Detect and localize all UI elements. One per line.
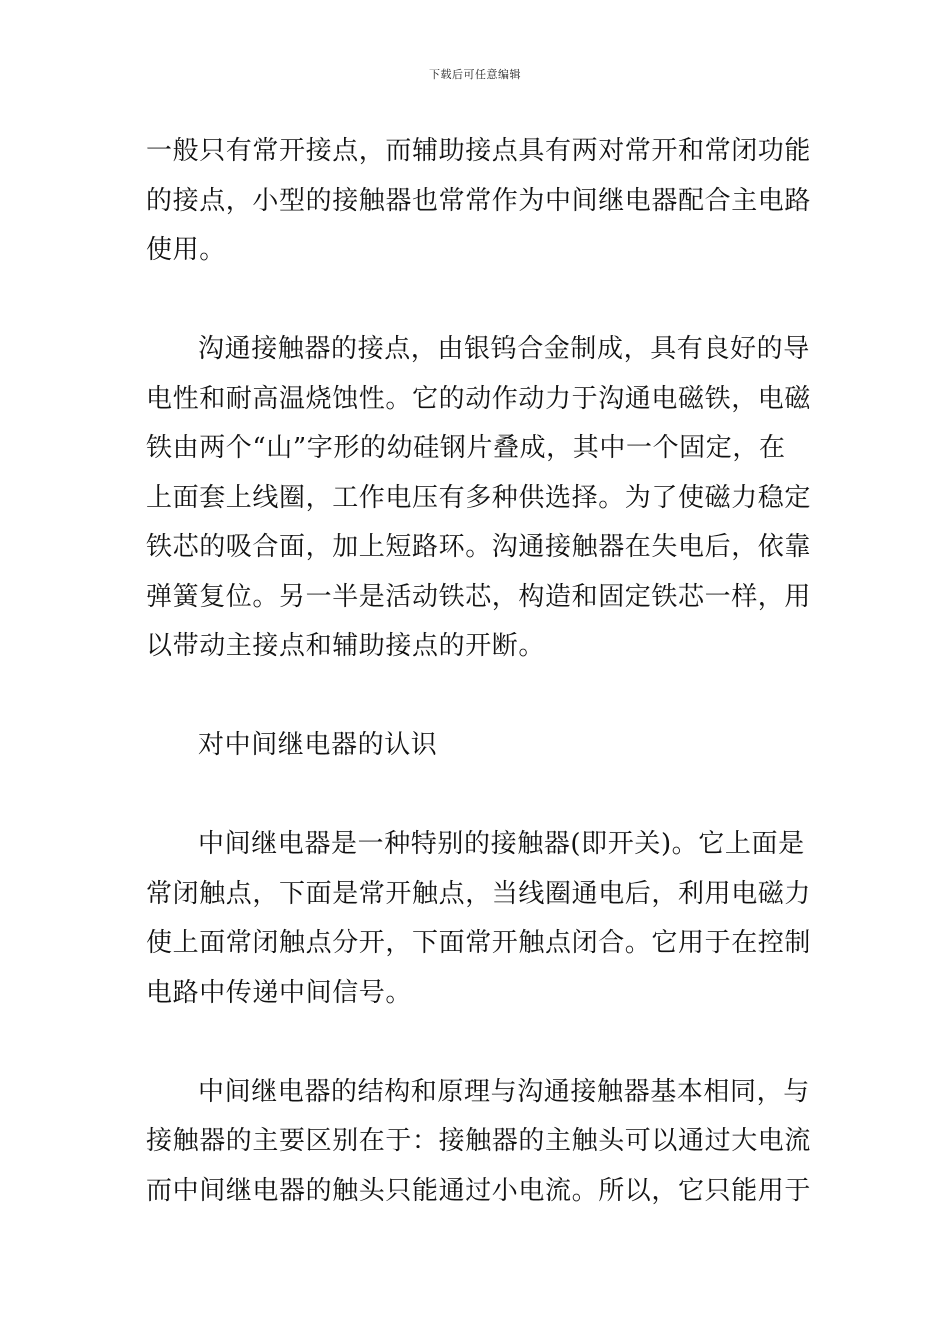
text-line: 使上面常闭触点分开，下面常开触点闭合。它用于在控制 (146, 928, 812, 958)
document-body (146, 127, 812, 1216)
text-line: 电路中传递中间信号。 (146, 977, 413, 1008)
text-line: 常闭触点，下面是常开触点，当线圈通电后，利用电磁力 (146, 878, 812, 909)
text-line: 沟通接触器的接点，由银钨合金制成，具有良好的导 (198, 334, 810, 364)
text-line: 而中间继电器的触头只能通过小电流。所以，它只能用于 (146, 1175, 812, 1206)
text-line: 的接点，小型的接触器也常常作为中间继电器配合主电路 (146, 185, 812, 216)
text-line: 中间继电器是一种特别的接触器(即开关)。它上面是 (198, 829, 805, 859)
text-line: 铁芯的吸合面，加上短路环。沟通接触器在失电后，依靠 (146, 532, 812, 562)
paragraph-spacer (146, 771, 806, 821)
text-line: 铁由两个“山”字形的幼硅钢片叠成，其中一个固定，在 (146, 433, 786, 463)
paragraph-2 (146, 325, 812, 672)
paragraph-spacer (146, 672, 806, 722)
section-heading (146, 721, 806, 771)
text-line: 弹簧复位。另一半是活动铁芯，构造和固定铁芯一样，用 (146, 581, 812, 612)
heading-text: 对中间继电器的认识 (198, 730, 438, 760)
paragraph-spacer (146, 1018, 806, 1068)
text-line: 以带动主接点和辅助接点的开断。 (146, 631, 546, 661)
paragraph-spacer (146, 276, 806, 326)
paragraph-3 (146, 820, 812, 1018)
text-line: 使用。 (146, 235, 226, 265)
page-header: 下载后可任意编辑 (429, 68, 521, 81)
text-line: 接触器的主要区别在于：接触器的主触头可以通过大电流 (146, 1126, 812, 1156)
text-line: 中间继电器的结构和原理与沟通接触器基本相同，与 (198, 1076, 810, 1107)
text-line: 上面套上线圈，工作电压有多种供选择。为了使磁力稳定 (146, 482, 812, 513)
text-line: 一般只有常开接点，而辅助接点具有两对常开和常闭功能 (146, 136, 812, 166)
paragraph-1 (146, 127, 812, 276)
paragraph-4 (146, 1068, 812, 1217)
text-line: 电性和耐高温烧蚀性。它的动作动力于沟通电磁铁，电磁 (146, 383, 812, 414)
